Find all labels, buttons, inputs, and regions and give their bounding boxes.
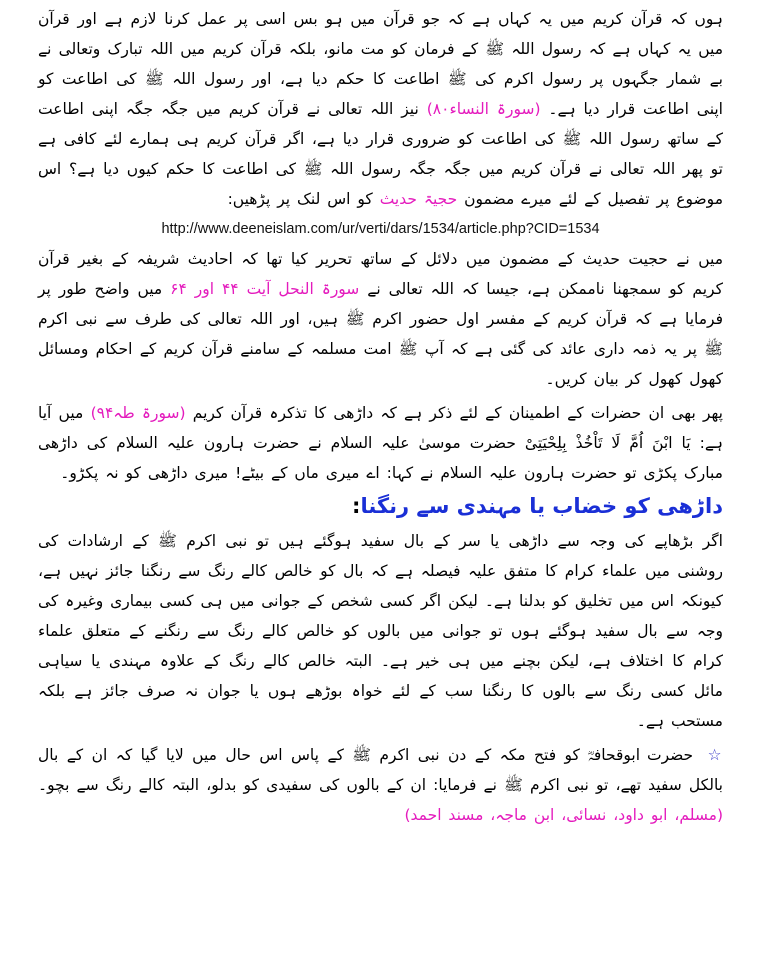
paragraph-1 [38, 4, 723, 214]
paragraph-5-text: حضرت ابوقحافہؓ کو فتح مکہ کے دن نبی اکرم ﷺ کے پاس اس حال میں لایا گیا کہ ان کے بال بالکل سفید تھے، تو نبی اکرم ﷺ نے فرمایا: ان کے بالوں کی سفیدی کو بدلو، البتہ کالے رنگ سے بچو۔ [38, 746, 723, 794]
article-link[interactable]: http://www.deeneislam.com/ur/verti/dars/1534/article.php?CID=1534 [161, 221, 600, 237]
paragraph-1-text-a: ہوں کہ قرآن کریم میں یہ کہاں ہے کہ جو قرآن میں ہو بس اسی پر عمل کرنا لازم ہے اور قرآن میں یہ کہاں ہے کہ رسول اللہ ﷺ کے فرمان کو مت مانو، بلکہ قرآن کریم میں اللہ تبارک وتعالی نے بے شمار جگہوں پر رسول اکرم کی ﷺ اطاعت کا حکم دیا ہے، اور رسول اللہ ﷺ کی اطاعت کو اپنی اطاعت قرار دیا ہے۔ [38, 10, 723, 118]
section-heading-text: داڑھی کو خضاب یا مہندی سے رنگنا [360, 494, 723, 518]
paragraph-2-text-a: میں نے حجیت حدیث کے مضمون میں دلائل کے ساتھ تحریر کیا تھا کہ احادیث شریفہ کے بغیر قرآن کریم کو سمجھنا ناممکن ہے، جیسا کہ اللہ تعالی نے [38, 250, 723, 298]
paragraph-2 [38, 244, 723, 394]
paragraph-3-text-a: پھر بھی ان حضرات کے اطمینان کے لئے ذکر ہے کہ داڑھی کا تذکرہ قرآن کریم [192, 404, 723, 422]
paragraph-1-text-c: کو اس لنک پر پڑھیں: [227, 190, 373, 208]
hadith-references: (مسلم، ابو داود، نسائی، ابن ماجہ، مسند احمد) [404, 806, 723, 824]
section-heading [38, 490, 723, 522]
paragraph-5 [38, 740, 723, 830]
paragraph-3-verse: یَا ابْنَ اُمَّ لَا تَاْخُذْ بِلِحْیَتِیْ حضرت موسیٰ علیہ السلام نے حضرت ہارون علیہ السلام کی داڑھی مبارک پکڑی تو حضرت ہارون علیہ السلام نے کہا: اے میری ماں کے بیٹے! میری داڑھی کو نہ پکڑو۔ [38, 434, 723, 482]
paragraph-4-text: اگر بڑھاپے کی وجہ سے داڑھی یا سر کے بال سفید ہوگئے ہیں تو نبی اکرم ﷺ کے ارشادات کی روشنی میں علماء کرام کا متفق علیہ فیصلہ ہے کہ بال کو خالص کالے رنگ سے رنگنا جائز نہیں ہے، کیونکہ اس میں تخلیق کو بدلنا ہے۔ لیکن اگر کسی شخص کے جوانی میں ہی کسی بیماری وغیرہ کی وجہ سے بال سفید ہوگئے ہوں تو جوانی میں بالوں کو خالص کالے رنگ سے رنگنے کے متعلق علماء کرام کا اختلاف ہے، لیکن بچنے میں ہی خیر ہے۔ البتہ خالص کالے رنگ کے علاوہ مہندی یا سیاہی مائل کسی رنگ سے بالوں کا رنگنا سب کے لئے خواہ بوڑھے ہوں یا جوان نہ صرف جائز ہے بلکہ مستحب ہے۔ [38, 532, 723, 730]
quran-reference-nisa: (سورۃ النساء۸۰) [426, 100, 541, 118]
paragraph-1-text-b: نیز اللہ تعالی نے قرآن کریم میں جگہ جگہ اپنی اطاعت کے ساتھ رسول اللہ ﷺ کی اطاعت کو ضروری قرار دیا ہے، اگر قرآن کریم ہی ہمارے لئے کافی ہے تو پھر اللہ تعالی نے قرآن کریم میں جگہ جگہ رسول اللہ ﷺ کی اطاعت کا حکم کیوں دیا ہے؟ اس موضوع پر تفصیل کے لئے میرے مضمون [38, 100, 723, 208]
paragraph-2-text-b: میں واضح طور پر فرمایا ہے کہ قرآن کریم کے مفسر اول حضور اکرم ﷺ ہیں، اور اللہ تعالی کی طرف سے نبی اکرم ﷺ پر یہ ذمہ داری عائد کی گئی ہے کہ آپ ﷺ امت مسلمہ کے سامنے قرآن کریم کے احکام ومسائل کھول کھول کر بیان کریں۔ [38, 280, 723, 388]
paragraph-4 [38, 526, 723, 736]
paragraph-3 [38, 398, 723, 488]
quran-reference-taha: (سورۃ طہ۹۴) [90, 404, 186, 422]
article-title-reference[interactable]: حجیۃ حدیث [379, 190, 458, 208]
section-heading-colon: : [352, 494, 361, 518]
paragraph-3-text-b: میں آیا ہے: [38, 404, 723, 452]
star-icon: ☆ [707, 746, 723, 764]
quran-reference-nahl: سورۃ النحل آیت ۴۴ اور ۶۴ [170, 280, 360, 298]
